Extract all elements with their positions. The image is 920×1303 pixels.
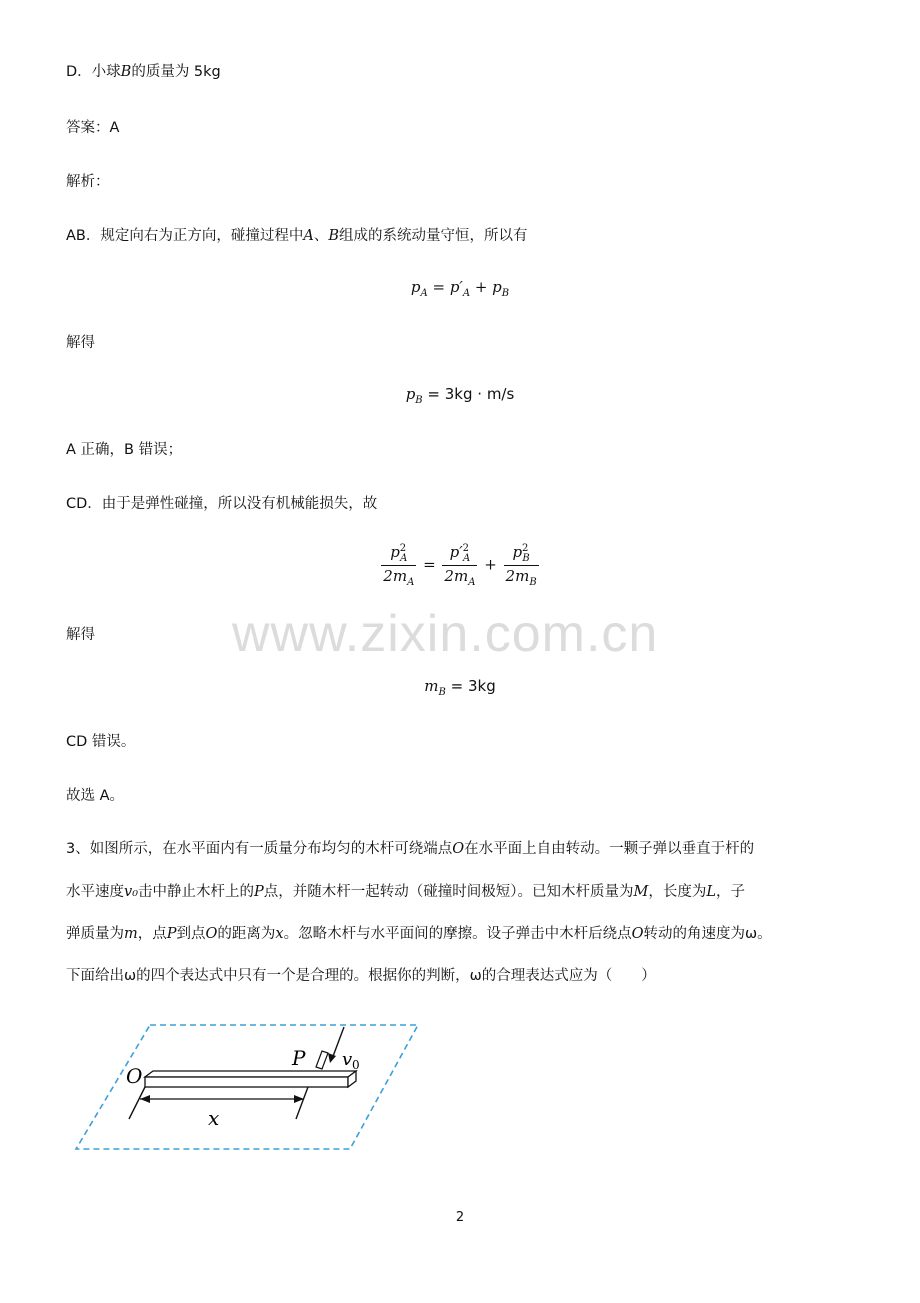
eq4-rhs: = 3kg (445, 677, 496, 695)
option-d-prefix: D．小球 (66, 64, 121, 80)
solve-label-2: 解得 (66, 627, 95, 643)
equation-energy (0, 543, 920, 588)
rod-body (145, 1077, 348, 1087)
question-3-line-2: 水平速度v₀击中静止木杆上的P点，并随木杆一起转动（碰撞时间极短）。已知木杆质量为M，长度为L，子 (66, 884, 746, 900)
eq1-term1: p′ (449, 278, 463, 296)
eq4-lhs: m (424, 677, 439, 695)
ab-suffix: 组成的系统动量守恒，所以有 (339, 228, 528, 244)
question-3-line-4: 下面给出ω的四个表达式中只有一个是合理的。根据你的判断，ω的合理表达式应为（ ） (66, 968, 656, 984)
dim-line-right (296, 1087, 308, 1119)
choose-answer: 故选 A。 (66, 788, 125, 804)
ab-sep: 、 (313, 228, 329, 244)
dim-arrow-head-left (140, 1095, 150, 1103)
fraction-2: $\frac{p'^2_A}{2m_A}$ (444, 543, 476, 588)
option-d-suffix: 的质量为 5kg (131, 64, 221, 80)
label-v-sub: 0 (352, 1058, 360, 1072)
ab-prefix: AB．规定向右为正方向，碰撞过程中 (66, 228, 304, 244)
eq1-term1-sub: A (462, 288, 471, 299)
label-p: P (292, 1046, 306, 1070)
dim-line-left (129, 1087, 145, 1119)
cd-statement: CD．由于是弹性碰撞，所以没有机械能损失，故 (66, 496, 378, 512)
solve-label-1: 解得 (66, 335, 95, 351)
bullet-icon (316, 1051, 328, 1069)
option-d (66, 60, 221, 81)
label-o: O (126, 1064, 143, 1088)
a-correct: A 正确，B 错误； (66, 442, 183, 458)
question-3-line-1: 3、如图所示，在水平面内有一质量分布均匀的木杆可绕端点O在水平面上自由转动。一颗子弹以垂直于杆的 (66, 841, 755, 857)
question-3-line-3: 弹质量为m，点P到点O的距离为x。忽略木杆与水平面间的摩擦。设子弹击中木杆后绕点O转动的角速度为ω。 (66, 926, 772, 942)
eq4-lhs-sub: B (438, 687, 446, 698)
eq1-plus: + (470, 278, 493, 296)
rod-top (145, 1071, 356, 1077)
eq1-term2: p (492, 278, 502, 296)
analysis-label: 解析： (66, 174, 110, 190)
eq1-equals: = (427, 278, 450, 296)
fraction-1: $\frac{p^2_A}{2m_A}$ (383, 543, 415, 588)
equation-momentum (0, 278, 920, 299)
equation-mb (0, 677, 920, 698)
velocity-arrow-head (328, 1053, 336, 1063)
watermark: www.zixin.com.cn (232, 605, 659, 663)
fraction-3: $\frac{p^2_B}{2m_B}$ (505, 543, 537, 588)
eq1-term2-sub: B (501, 288, 510, 299)
var-b: B (120, 64, 132, 80)
eq2-lhs: p (405, 385, 416, 403)
label-x: x (208, 1106, 220, 1130)
var-a: A (303, 228, 314, 244)
eq3-equals: = (418, 555, 441, 574)
eq2-lhs-sub: B (415, 395, 423, 406)
answer-line: 答案：A (66, 120, 120, 136)
var-b: B (328, 228, 340, 244)
page-number: 2 (455, 1210, 465, 1225)
eq2-rhs: = 3kg · m/s (422, 385, 515, 403)
cd-wrong: CD 错误。 (66, 734, 136, 750)
eq1-lhs: p (410, 278, 421, 296)
equation-pb (0, 385, 920, 406)
eq1-lhs-sub: A (420, 288, 428, 299)
eq3-plus: + (479, 555, 502, 574)
label-v: v (342, 1049, 353, 1070)
rod-bullet-figure (60, 1015, 440, 1160)
ab-statement (66, 224, 528, 245)
